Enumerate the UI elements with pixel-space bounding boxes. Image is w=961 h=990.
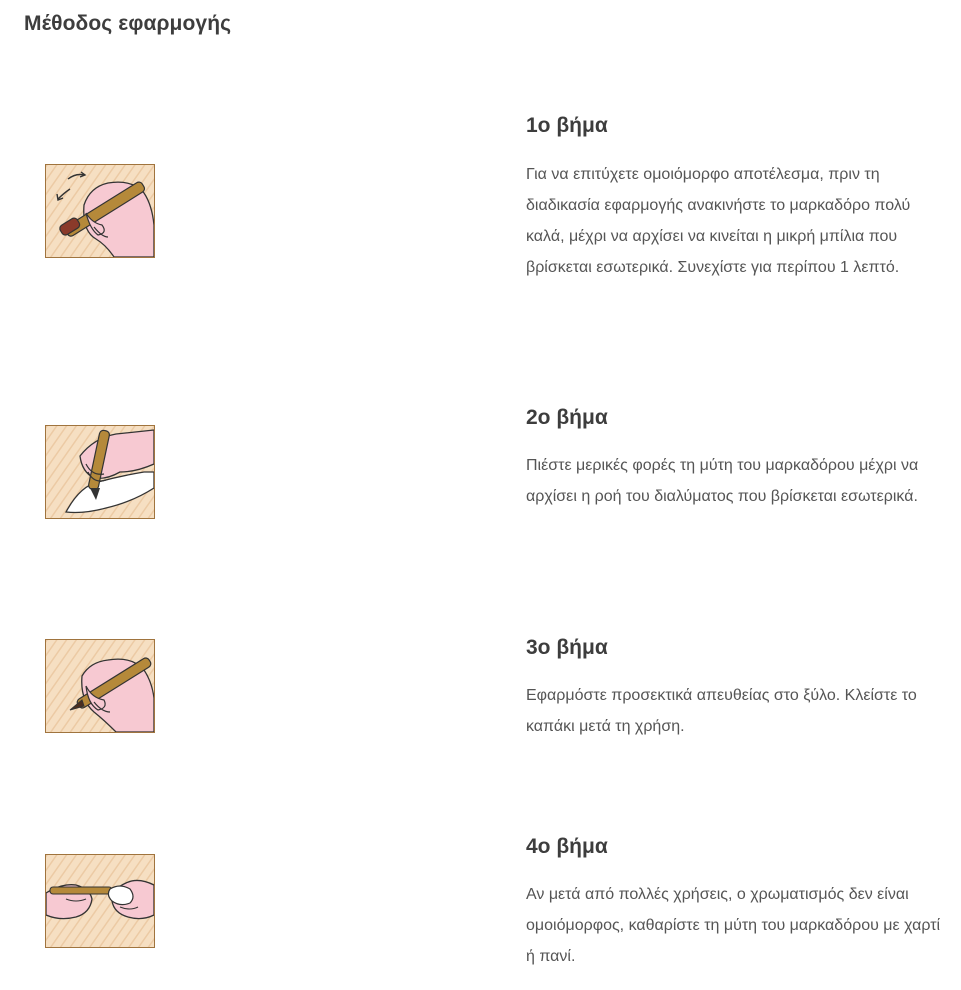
step-description: Εφαρμόστε προσεκτικά απευθείας στο ξύλο. Κλείστε το καπάκι μετά τη χρήση. [526, 687, 917, 735]
apply-marker-illustration [46, 640, 154, 732]
shake-marker-icon [45, 164, 155, 258]
step-description: Αν μετά από πολλές χρήσεις, ο χρωματισμός δεν είναι ομοιόμορφος, καθαρίστε τη μύτη του μαρκαδόρου με χαρτί ή πανί. [526, 886, 941, 965]
page-title: Μέθοδος εφαρμογής [24, 12, 232, 35]
step-description: Για να επιτύχετε ομοιόμορφο αποτέλεσμα, πριν τη διαδικασία εφαρμογής ανακινήστε το μαρκαδόρο πολύ καλά, μέχρι να αρχίσει να κινείται η μικρή μπίλια που βρίσκεται εσωτερικά. Συνεχίστε για περίπου 1 λεπτό. [526, 166, 911, 276]
clean-tip-illustration [46, 855, 154, 947]
clean-tip-icon [45, 854, 155, 948]
step-title: 4ο βήμα [526, 835, 608, 858]
step-title: 2ο βήμα [526, 406, 608, 429]
shake-marker-illustration [46, 165, 154, 257]
step-title: 1ο βήμα [526, 114, 608, 137]
step-description: Πιέστε μερικές φορές τη μύτη του μαρκαδόρου μέχρι να αρχίσει η ροή του διαλύματος που βρίσκεται εσωτερικά. [526, 457, 919, 505]
apply-marker-icon [45, 639, 155, 733]
press-tip-icon [45, 425, 155, 519]
press-tip-illustration [46, 426, 154, 518]
step-title: 3ο βήμα [526, 636, 608, 659]
